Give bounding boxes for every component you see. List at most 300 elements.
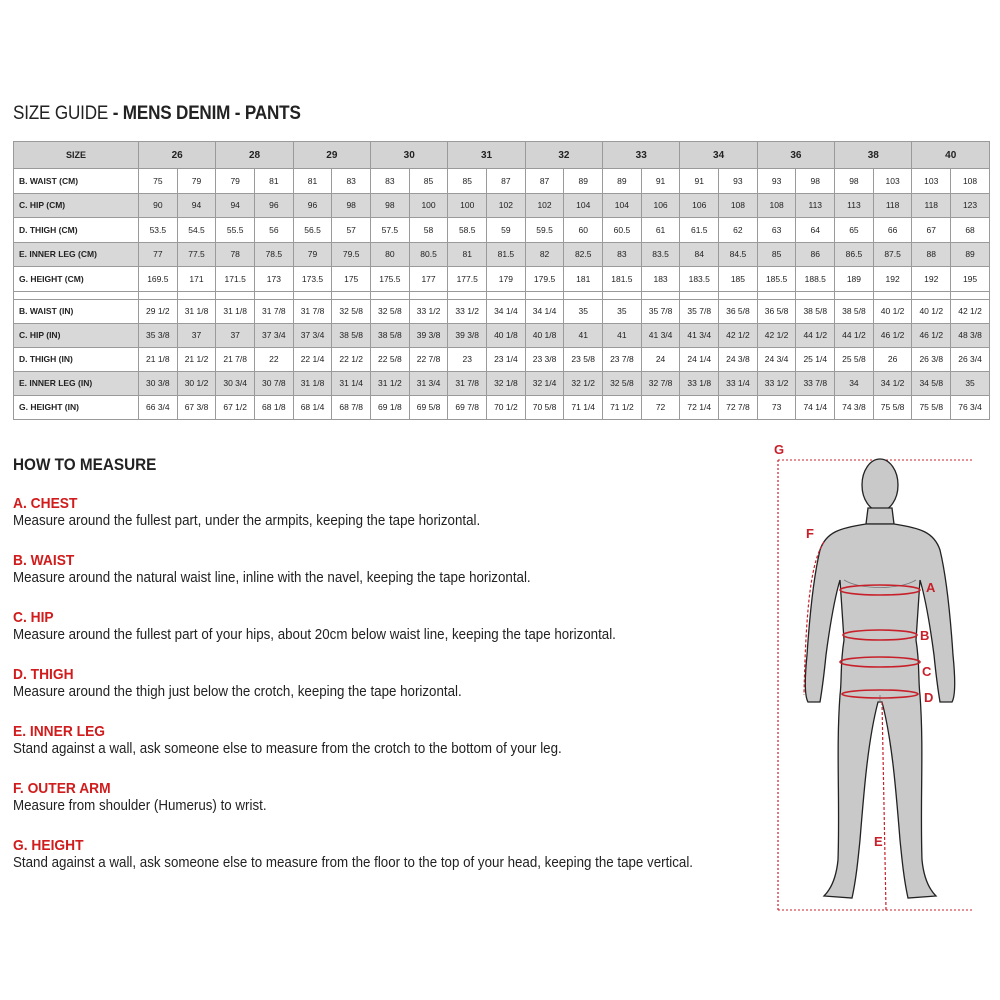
table-cell: 32 5/8 xyxy=(332,299,371,323)
table-cell: 56 xyxy=(255,218,294,243)
measure-instruction xyxy=(13,723,609,757)
inner-leg-line xyxy=(882,702,886,910)
table-cell: 80 xyxy=(371,242,410,267)
table-cell: 33 1/2 xyxy=(409,299,448,323)
table-cell: 53.5 xyxy=(139,218,178,243)
instruction-title: D. THIGH xyxy=(13,666,74,683)
table-cell: 30 7/8 xyxy=(255,371,294,395)
title-main: - MENS DENIM - PANTS xyxy=(108,103,301,124)
table-cell: 37 3/4 xyxy=(293,323,332,347)
table-cell: 24 3/4 xyxy=(757,347,796,371)
table-cell: 173.5 xyxy=(293,267,332,292)
table-cell: 68 xyxy=(951,218,990,243)
table-cell: 23 7/8 xyxy=(603,347,642,371)
instruction-text: Measure from shoulder (Humerus) to wrist. xyxy=(13,798,267,814)
label-a: A xyxy=(926,580,936,595)
label-f: F xyxy=(806,526,814,541)
spacer-cell xyxy=(564,291,603,299)
measure-row xyxy=(14,299,990,323)
table-cell: 82 xyxy=(525,242,564,267)
table-cell: 35 xyxy=(564,299,603,323)
measure-row xyxy=(14,323,990,347)
table-cell: 35 xyxy=(603,299,642,323)
table-cell: 171 xyxy=(177,267,216,292)
table-cell: 80.5 xyxy=(409,242,448,267)
table-cell: 98 xyxy=(796,169,835,194)
measure-instruction xyxy=(13,837,752,871)
table-cell: 22 1/2 xyxy=(332,347,371,371)
table-cell: 173 xyxy=(255,267,294,292)
measure-row xyxy=(14,347,990,371)
table-cell: 98 xyxy=(332,193,371,218)
table-cell: 26 3/8 xyxy=(912,347,951,371)
table-cell: 79 xyxy=(293,242,332,267)
table-cell: 40 1/8 xyxy=(525,323,564,347)
table-cell: 31 7/8 xyxy=(293,299,332,323)
table-cell: 68 1/4 xyxy=(293,395,332,419)
table-cell: 98 xyxy=(835,169,874,194)
instruction-text: Measure around the fullest part of your hips, about 20cm below waist line, keeping the tape horizontal. xyxy=(13,627,616,643)
table-cell: 63 xyxy=(757,218,796,243)
spacer-cell xyxy=(525,291,564,299)
table-cell: 42 1/2 xyxy=(719,323,758,347)
table-cell: 57 xyxy=(332,218,371,243)
table-cell: 71 1/2 xyxy=(603,395,642,419)
table-cell: 183.5 xyxy=(680,267,719,292)
table-cell: 75 5/8 xyxy=(912,395,951,419)
table-cell: 34 1/2 xyxy=(873,371,912,395)
table-cell: 84.5 xyxy=(719,242,758,267)
table-cell: 77 xyxy=(139,242,178,267)
table-cell: 106 xyxy=(641,193,680,218)
table-cell: 74 3/8 xyxy=(835,395,874,419)
row-label: B. WAIST (CM) xyxy=(14,169,139,194)
spacer-cell xyxy=(216,291,255,299)
table-cell: 31 1/4 xyxy=(332,371,371,395)
table-cell: 69 5/8 xyxy=(409,395,448,419)
table-cell: 79 xyxy=(216,169,255,194)
measure-instruction xyxy=(13,780,289,814)
spacer-cell xyxy=(139,291,178,299)
table-cell: 36 5/8 xyxy=(757,299,796,323)
label-d: D xyxy=(924,690,934,705)
measure-instruction xyxy=(13,666,501,700)
table-cell: 34 1/4 xyxy=(487,299,526,323)
table-cell: 106 xyxy=(680,193,719,218)
table-cell: 70 5/8 xyxy=(525,395,564,419)
table-cell: 31 3/4 xyxy=(409,371,448,395)
table-cell: 91 xyxy=(680,169,719,194)
size-header-label: SIZE xyxy=(14,142,139,169)
table-cell: 102 xyxy=(525,193,564,218)
spacer-cell xyxy=(873,291,912,299)
measure-instruction xyxy=(13,495,521,529)
table-cell: 40 1/2 xyxy=(873,299,912,323)
table-cell: 177 xyxy=(409,267,448,292)
table-cell: 31 7/8 xyxy=(255,299,294,323)
spacer-cell xyxy=(951,291,990,299)
spacer-cell xyxy=(641,291,680,299)
table-cell: 24 xyxy=(641,347,680,371)
table-cell: 41 3/4 xyxy=(641,323,680,347)
spacer-cell xyxy=(719,291,758,299)
table-cell: 104 xyxy=(603,193,642,218)
table-cell: 37 xyxy=(177,323,216,347)
table-cell: 31 1/8 xyxy=(216,299,255,323)
table-cell: 66 3/4 xyxy=(139,395,178,419)
table-cell: 73 xyxy=(757,395,796,419)
table-cell: 85 xyxy=(448,169,487,194)
measure-instruction xyxy=(13,609,668,643)
table-cell: 32 1/8 xyxy=(487,371,526,395)
table-cell: 23 1/4 xyxy=(487,347,526,371)
row-label: E. INNER LEG (IN) xyxy=(14,371,139,395)
table-cell: 34 xyxy=(835,371,874,395)
table-cell: 34 5/8 xyxy=(912,371,951,395)
table-cell: 60.5 xyxy=(603,218,642,243)
size-header-cell: 31 xyxy=(448,142,525,169)
instruction-text: Stand against a wall, ask someone else to measure from the floor to the top of your head, keeping the tape vertical. xyxy=(13,855,693,871)
size-header-cell: 29 xyxy=(293,142,370,169)
row-label: D. THIGH (CM) xyxy=(14,218,139,243)
table-cell: 59 xyxy=(487,218,526,243)
table-cell: 42 1/2 xyxy=(951,299,990,323)
table-cell: 33 1/4 xyxy=(719,371,758,395)
instruction-title: F. OUTER ARM xyxy=(13,780,111,797)
label-c: C xyxy=(922,664,932,679)
spacer-cell xyxy=(757,291,796,299)
table-cell: 24 1/4 xyxy=(680,347,719,371)
spacer-cell xyxy=(409,291,448,299)
table-cell: 84 xyxy=(680,242,719,267)
spacer-cell xyxy=(177,291,216,299)
table-cell: 32 7/8 xyxy=(641,371,680,395)
table-cell: 192 xyxy=(873,267,912,292)
table-cell: 94 xyxy=(177,193,216,218)
table-cell: 54.5 xyxy=(177,218,216,243)
row-label: D. THIGH (IN) xyxy=(14,347,139,371)
size-header-cell: 34 xyxy=(680,142,757,169)
table-cell: 59.5 xyxy=(525,218,564,243)
table-cell: 74 1/4 xyxy=(796,395,835,419)
table-cell: 30 3/8 xyxy=(139,371,178,395)
size-header-cell: 26 xyxy=(139,142,216,169)
instruction-text: Measure around the fullest part, under the armpits, keeping the tape horizontal. xyxy=(13,513,481,529)
table-cell: 86 xyxy=(796,242,835,267)
table-cell: 34 1/4 xyxy=(525,299,564,323)
table-cell: 100 xyxy=(409,193,448,218)
table-cell: 33 1/2 xyxy=(757,371,796,395)
spacer-cell xyxy=(680,291,719,299)
table-cell: 76 3/4 xyxy=(951,395,990,419)
table-cell: 179.5 xyxy=(525,267,564,292)
table-cell: 90 xyxy=(139,193,178,218)
table-cell: 103 xyxy=(873,169,912,194)
measure-row xyxy=(14,267,990,292)
instruction-title: E. INNER LEG xyxy=(13,723,106,740)
table-cell: 58.5 xyxy=(448,218,487,243)
measure-row xyxy=(14,395,990,419)
table-cell: 78.5 xyxy=(255,242,294,267)
table-cell: 65 xyxy=(835,218,874,243)
table-cell: 188.5 xyxy=(796,267,835,292)
table-cell: 96 xyxy=(255,193,294,218)
table-cell: 23 3/8 xyxy=(525,347,564,371)
table-cell: 37 xyxy=(216,323,255,347)
table-cell: 55.5 xyxy=(216,218,255,243)
title-prefix: SIZE GUIDE xyxy=(13,103,109,124)
spacer-cell xyxy=(14,291,139,299)
table-cell: 103 xyxy=(912,169,951,194)
table-cell: 33 1/8 xyxy=(680,371,719,395)
table-cell: 56.5 xyxy=(293,218,332,243)
table-cell: 93 xyxy=(757,169,796,194)
table-cell: 82.5 xyxy=(564,242,603,267)
table-cell: 85 xyxy=(409,169,448,194)
table-cell: 38 5/8 xyxy=(796,299,835,323)
table-cell: 79.5 xyxy=(332,242,371,267)
table-cell: 67 3/8 xyxy=(177,395,216,419)
measure-instruction xyxy=(13,552,576,586)
how-to-measure-heading: HOW TO MEASURE xyxy=(13,455,157,474)
table-cell: 98 xyxy=(371,193,410,218)
table-cell: 46 1/2 xyxy=(912,323,951,347)
size-header-cell: 33 xyxy=(603,142,680,169)
table-cell: 75 xyxy=(139,169,178,194)
table-cell: 38 5/8 xyxy=(835,299,874,323)
table-cell: 70 1/2 xyxy=(487,395,526,419)
table-cell: 39 3/8 xyxy=(409,323,448,347)
table-cell: 32 1/4 xyxy=(525,371,564,395)
size-header-cell: 30 xyxy=(371,142,448,169)
row-label: C. HIP (CM) xyxy=(14,193,139,218)
size-header-cell: 40 xyxy=(912,142,990,169)
table-cell: 83.5 xyxy=(641,242,680,267)
table-cell: 22 1/4 xyxy=(293,347,332,371)
table-cell: 21 7/8 xyxy=(216,347,255,371)
measure-row xyxy=(14,193,990,218)
instruction-title: B. WAIST xyxy=(13,552,75,569)
table-cell: 66 xyxy=(873,218,912,243)
table-cell: 89 xyxy=(951,242,990,267)
table-cell: 68 7/8 xyxy=(332,395,371,419)
table-cell: 72 7/8 xyxy=(719,395,758,419)
table-cell: 113 xyxy=(835,193,874,218)
label-b: B xyxy=(920,628,930,643)
table-cell: 48 3/8 xyxy=(951,323,990,347)
spacer-cell xyxy=(487,291,526,299)
table-cell: 83 xyxy=(332,169,371,194)
table-cell: 118 xyxy=(912,193,951,218)
spacer-cell xyxy=(448,291,487,299)
table-cell: 21 1/2 xyxy=(177,347,216,371)
table-cell: 41 xyxy=(564,323,603,347)
table-cell: 38 5/8 xyxy=(332,323,371,347)
table-cell: 61.5 xyxy=(680,218,719,243)
table-cell: 62 xyxy=(719,218,758,243)
table-cell: 67 1/2 xyxy=(216,395,255,419)
size-header-row xyxy=(14,142,990,169)
table-cell: 58 xyxy=(409,218,448,243)
table-cell: 175.5 xyxy=(371,267,410,292)
table-cell: 72 xyxy=(641,395,680,419)
table-cell: 23 5/8 xyxy=(564,347,603,371)
table-cell: 86.5 xyxy=(835,242,874,267)
table-cell: 68 1/8 xyxy=(255,395,294,419)
row-label: B. WAIST (IN) xyxy=(14,299,139,323)
row-label: E. INNER LEG (CM) xyxy=(14,242,139,267)
table-cell: 22 xyxy=(255,347,294,371)
table-cell: 69 1/8 xyxy=(371,395,410,419)
table-cell: 89 xyxy=(564,169,603,194)
table-cell: 81 xyxy=(255,169,294,194)
table-cell: 33 1/2 xyxy=(448,299,487,323)
size-header-cell: 28 xyxy=(216,142,293,169)
size-header-cell: 38 xyxy=(835,142,912,169)
table-cell: 22 7/8 xyxy=(409,347,448,371)
table-cell: 25 5/8 xyxy=(835,347,874,371)
table-cell: 83 xyxy=(603,242,642,267)
table-cell: 171.5 xyxy=(216,267,255,292)
table-cell: 175 xyxy=(332,267,371,292)
table-cell: 61 xyxy=(641,218,680,243)
row-label: G. HEIGHT (CM) xyxy=(14,267,139,292)
table-cell: 83 xyxy=(371,169,410,194)
table-cell: 23 xyxy=(448,347,487,371)
table-cell: 108 xyxy=(757,193,796,218)
table-cell: 40 1/2 xyxy=(912,299,951,323)
table-cell: 72 1/4 xyxy=(680,395,719,419)
table-cell: 181.5 xyxy=(603,267,642,292)
instruction-title: G. HEIGHT xyxy=(13,837,84,854)
table-cell: 177.5 xyxy=(448,267,487,292)
instruction-text: Stand against a wall, ask someone else to measure from the crotch to the bottom of your leg. xyxy=(13,741,562,757)
table-cell: 22 5/8 xyxy=(371,347,410,371)
table-cell: 44 1/2 xyxy=(835,323,874,347)
table-cell: 108 xyxy=(719,193,758,218)
table-cell: 100 xyxy=(448,193,487,218)
spacer-cell xyxy=(912,291,951,299)
table-cell: 185 xyxy=(719,267,758,292)
spacer-cell xyxy=(603,291,642,299)
table-cell: 75 5/8 xyxy=(873,395,912,419)
table-cell: 81.5 xyxy=(487,242,526,267)
table-cell: 77.5 xyxy=(177,242,216,267)
size-header-cell: 32 xyxy=(525,142,602,169)
table-cell: 81 xyxy=(293,169,332,194)
table-cell: 31 7/8 xyxy=(448,371,487,395)
table-cell: 42 1/2 xyxy=(757,323,796,347)
table-cell: 30 3/4 xyxy=(216,371,255,395)
body-measurement-figure xyxy=(760,440,1000,920)
table-cell: 87 xyxy=(525,169,564,194)
table-cell: 36 5/8 xyxy=(719,299,758,323)
table-cell: 96 xyxy=(293,193,332,218)
table-cell: 71 1/4 xyxy=(564,395,603,419)
page-title xyxy=(13,103,301,125)
table-cell: 123 xyxy=(951,193,990,218)
table-cell: 91 xyxy=(641,169,680,194)
table-cell: 30 1/2 xyxy=(177,371,216,395)
row-label: G. HEIGHT (IN) xyxy=(14,395,139,419)
table-cell: 79 xyxy=(177,169,216,194)
instruction-title: A. CHEST xyxy=(13,495,78,512)
table-cell: 169.5 xyxy=(139,267,178,292)
measure-row xyxy=(14,218,990,243)
spacer-cell xyxy=(371,291,410,299)
table-cell: 29 1/2 xyxy=(139,299,178,323)
table-cell: 31 1/2 xyxy=(371,371,410,395)
table-cell: 118 xyxy=(873,193,912,218)
table-cell: 38 5/8 xyxy=(371,323,410,347)
label-g: G xyxy=(774,442,785,457)
table-cell: 39 3/8 xyxy=(448,323,487,347)
table-cell: 33 7/8 xyxy=(796,371,835,395)
measure-row xyxy=(14,371,990,395)
table-cell: 185.5 xyxy=(757,267,796,292)
table-cell: 46 1/2 xyxy=(873,323,912,347)
table-cell: 78 xyxy=(216,242,255,267)
table-cell: 102 xyxy=(487,193,526,218)
table-cell: 32 1/2 xyxy=(564,371,603,395)
spacer-cell xyxy=(835,291,874,299)
size-header-cell: 36 xyxy=(757,142,834,169)
table-cell: 31 1/8 xyxy=(293,371,332,395)
instruction-text: Measure around the thigh just below the crotch, keeping the tape horizontal. xyxy=(13,684,462,700)
table-cell: 44 1/2 xyxy=(796,323,835,347)
suit-silhouette xyxy=(805,459,955,898)
table-cell: 69 7/8 xyxy=(448,395,487,419)
table-cell: 35 7/8 xyxy=(641,299,680,323)
table-cell: 21 1/8 xyxy=(139,347,178,371)
table-cell: 26 3/4 xyxy=(951,347,990,371)
table-cell: 87.5 xyxy=(873,242,912,267)
spacer-cell xyxy=(255,291,294,299)
table-cell: 89 xyxy=(603,169,642,194)
measure-row xyxy=(14,169,990,194)
table-cell: 40 1/8 xyxy=(487,323,526,347)
table-cell: 31 1/8 xyxy=(177,299,216,323)
table-spacer-row xyxy=(14,291,990,299)
table-cell: 37 3/4 xyxy=(255,323,294,347)
table-cell: 57.5 xyxy=(371,218,410,243)
instruction-text: Measure around the natural waist line, inline with the navel, keeping the tape horizontal. xyxy=(13,570,531,586)
table-cell: 81 xyxy=(448,242,487,267)
table-cell: 35 7/8 xyxy=(680,299,719,323)
table-cell: 88 xyxy=(912,242,951,267)
table-cell: 85 xyxy=(757,242,796,267)
table-cell: 24 3/8 xyxy=(719,347,758,371)
table-cell: 192 xyxy=(912,267,951,292)
table-cell: 64 xyxy=(796,218,835,243)
spacer-cell xyxy=(796,291,835,299)
table-cell: 41 3/4 xyxy=(680,323,719,347)
table-cell: 179 xyxy=(487,267,526,292)
row-label: C. HIP (IN) xyxy=(14,323,139,347)
table-cell: 195 xyxy=(951,267,990,292)
spacer-cell xyxy=(332,291,371,299)
size-table xyxy=(13,141,990,420)
table-cell: 181 xyxy=(564,267,603,292)
table-cell: 41 xyxy=(603,323,642,347)
table-cell: 189 xyxy=(835,267,874,292)
table-cell: 87 xyxy=(487,169,526,194)
table-cell: 35 3/8 xyxy=(139,323,178,347)
table-cell: 32 5/8 xyxy=(371,299,410,323)
table-cell: 67 xyxy=(912,218,951,243)
table-cell: 94 xyxy=(216,193,255,218)
table-cell: 35 xyxy=(951,371,990,395)
